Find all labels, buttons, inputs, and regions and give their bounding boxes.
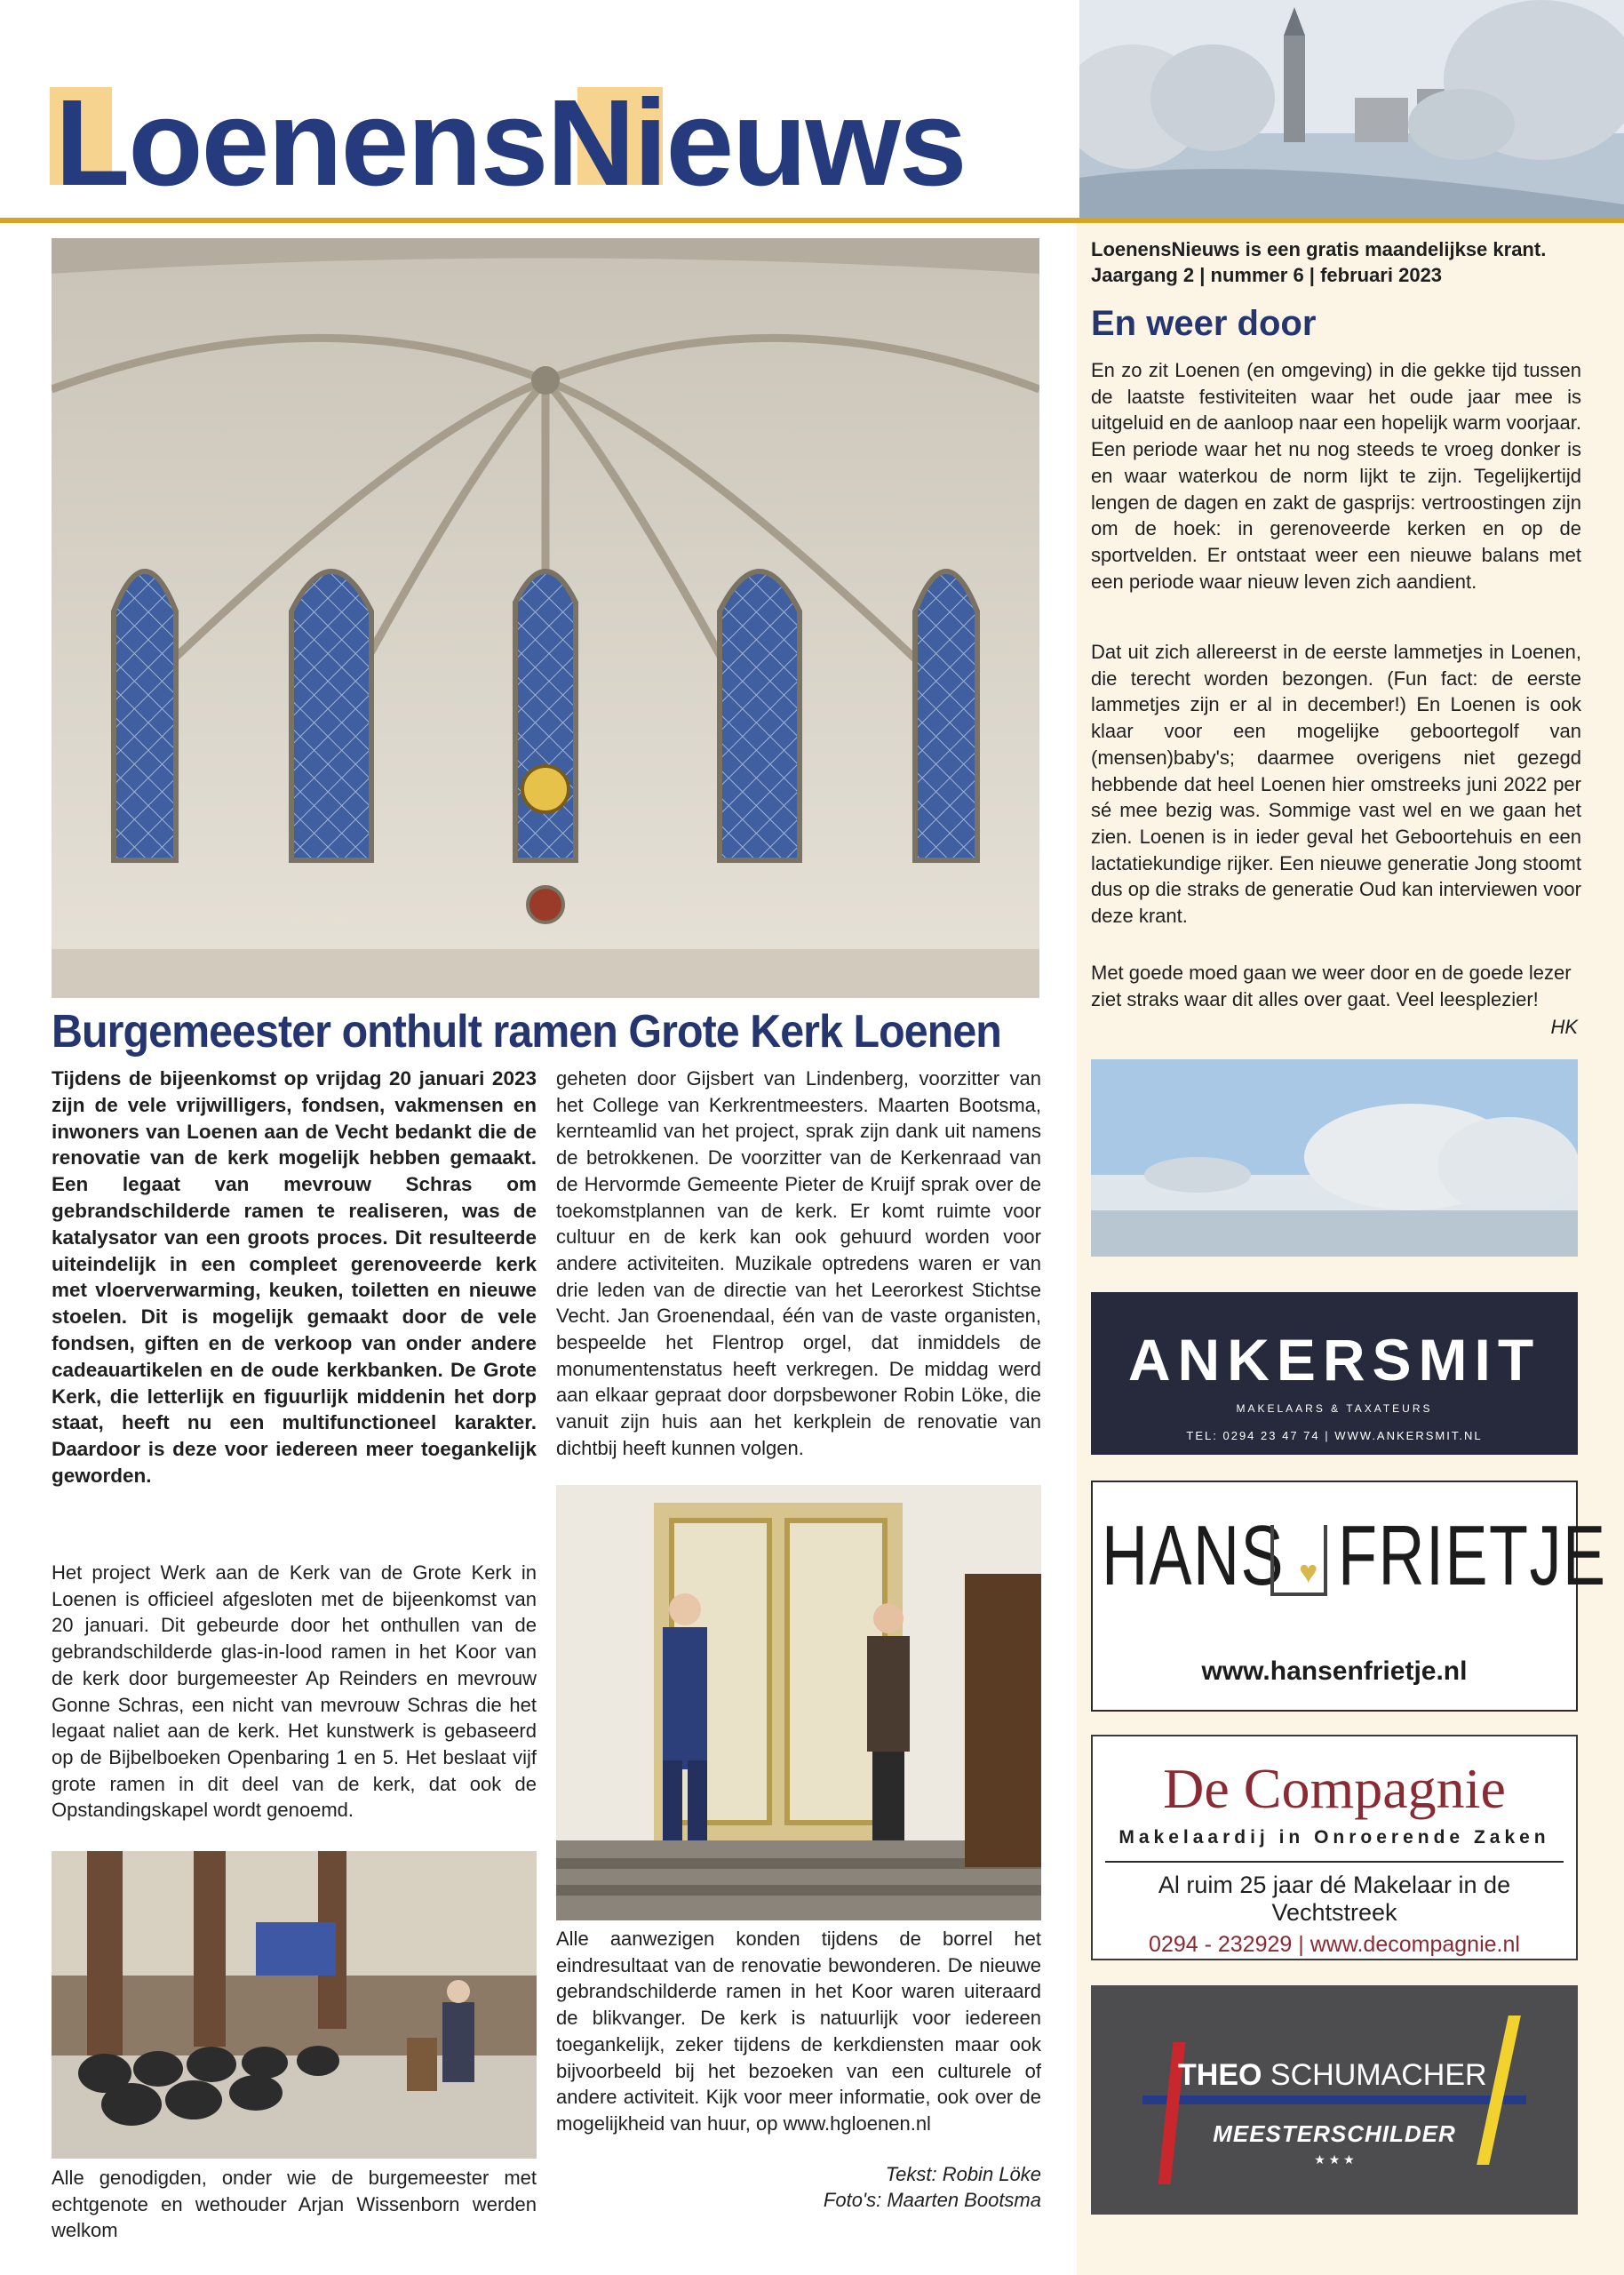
frosty-landscape-illustration bbox=[1091, 1059, 1578, 1257]
compagnie-name: De Compagnie bbox=[1163, 1757, 1506, 1820]
theo-name: THEO SCHUMACHER bbox=[1178, 2058, 1487, 2092]
window-inscription-2: EEST GOD DE HEER bbox=[500, 933, 588, 943]
issue-line-2: Jaargang 2 | nummer 6 | februari 2023 bbox=[1091, 264, 1443, 286]
ad-theo-schumacher[interactable] bbox=[1091, 1985, 1578, 2215]
editorial-paragraph-3: Met goede moed gaan we weer door en de goede lezer ziet straks waar dit alles over gaat. Veel leesplezier! bbox=[1091, 962, 1572, 1010]
article-body-2: geheten door Gijsbert van Lindenberg, voorzitter van het College van Kerkrentmeesters. Maarten Bootsma, kernteamlid van het project, sprak zijn dank uit namens de betrokkenen. De voorzitter van de Kerkenraad van de Hervormde Gemeente Pieter de Kruijf sprak over de toekomstplannen van de kerk. Er komt ruimte voor cultuur en de kerk kan ook gehuurd worden voor andere activiteiten. Muzikale optredens waren er van drie leden van de directie van het Leerorkest Stichtse Vecht. Jan Groenendaal, één van de vaste organisten, bespeelde het Flentrop orgel, dat inmiddels de monumentenstatus heeft verkregen. De middag werd aan elkaar gepraat door dorpsbewoner Robin Löke, die vanuit zijn huis aan het kerkplein de renovatie van dichtbij heeft kunnen volgen. bbox=[556, 1067, 1041, 1459]
credit-photo: Foto's: Maarten Bootsma bbox=[823, 2189, 1041, 2211]
editorial-signature: HK bbox=[1550, 1016, 1578, 1038]
newspaper-title: LoenensNieuws bbox=[55, 75, 966, 212]
church-windows-photo bbox=[52, 238, 1039, 998]
issue-line-1: LoenensNieuws is een gratis maandelijkse krant. bbox=[1091, 238, 1547, 260]
church-choir-illustration bbox=[52, 238, 1039, 998]
compagnie-tagline: Al ruim 25 jaar dé Makelaar in de Vechtstreek bbox=[1158, 1872, 1511, 1926]
article-lead: Tijdens de bijeenkomst op vrijdag 20 januari 2023 zijn de vele vrijwilligers, fondsen, vakmensen en inwoners van Loenen aan de Vecht bedankt die de renovatie van de kerk mogelijk hebben gemaakt. Een legaat van mevrouw Schras om gebrandschilderde ramen te realiseren, was de katalysator van een groots proces. Dit resulteerde uiteindelijk in een compleet gerenoveerde kerk met vloerverwarming, keuken, toiletten en nieuwe stoelen. Dit is mogelijk gemaakt door de vele fondsen, giften en de verkoop van onder andere cadeauartikelen en de oude kerkbanken. De Grote Kerk, die letterlijk en figuurlijk middenin het dorp staat, heeft nu een multifunctioneel karakter. Daardoor is deze voor iedereen meer toegankelijk geworden. bbox=[52, 1067, 537, 1487]
window-inscription-1: EN DE OVERS bbox=[291, 917, 353, 927]
theo-sub: MEESTERSCHILDER bbox=[1213, 2120, 1456, 2147]
ad-de-compagnie[interactable] bbox=[1091, 1735, 1578, 1960]
caption-unveiling: Alle aanwezigen konden tijdens de borrel het eindresultaat van de renovatie bewonderen. De nieuwe gebrandschilderde ramen in het Koor waren uiteraard de blikvanger. De kerk is natuurlijk voor iedereen toegankelijk, zeker tijdens de kerkdiensten maar ook bijvoorbeeld bij het bezoeken van een culturele of andere activiteit. Kijk voor meer informatie, ook over de mogelijkheid van huur, op www.hgloenen.nl bbox=[556, 1928, 1041, 2135]
theo-blue-bar bbox=[1142, 2095, 1526, 2104]
theo-stars: ★ ★ ★ bbox=[1314, 2152, 1355, 2167]
heart-icon: ♥ bbox=[1299, 1553, 1318, 1590]
winter-village-illustration bbox=[1079, 0, 1624, 218]
audience-photo bbox=[52, 1851, 537, 2159]
hans-right: FRIETJE bbox=[1338, 1508, 1607, 1603]
editorial-title: En weer door bbox=[1091, 304, 1317, 343]
editorial-paragraph-2: Dat uit zich allereerst in de eerste lammetjes in Loenen, die terecht worden bezongen. (Fun fact: de eerste lammetjes zijn er al in december!) En Loenen is ook klaar voor een mogelijke geboortegolf van (mensen)baby's; daarmee overigens niet gezegd hebbende dat heel Loenen hier omstreeks juni 2022 per sé mee bezig was. Sommige vast wel en we gaan het zien. Loenen is in ieder geval het Geboortehuis en een lactatiekundige rijker. Een nieuwe generatie Jong stoomt dus op die straks de generatie Oud kan interviewen voor deze krant. bbox=[1091, 641, 1581, 928]
ad-ankersmit[interactable] bbox=[1091, 1292, 1578, 1455]
caption-audience: Alle genodigden, onder wie de burgemeester met echtgenote en wethouder Arjan Wissenborn werden welkom bbox=[52, 2167, 537, 2242]
ankersmit-name: ANKERSMIT bbox=[1127, 1327, 1541, 1393]
issue-info bbox=[1091, 236, 1606, 288]
church-audience-illustration bbox=[52, 1851, 537, 2159]
masthead bbox=[0, 0, 1075, 220]
editorial-paragraph-1: En zo zit Loenen (en omgeving) in die gekke tijd tussen de laatste festiviteiten waar het oude jaar mee is uitgeluid en de aanloop naar een hopelijk warm voorjaar. Een periode waar het nu nog steeds te vroeg donker is en waar waterkou de norm lijkt te zijn. Tegelijkertijd lengen de dagen en zakt de gasprijs: vertroostingen zijn om de hoek: in gerenoveerde kerken en op de sportvelden. Er ontstaat weer een nieuwe balans met een periode waar nieuw leven zich aandient. bbox=[1091, 359, 1581, 593]
ankersmit-sub: MAKELAARS & TAXATEURS bbox=[1236, 1402, 1433, 1415]
hans-left: HANS bbox=[1102, 1508, 1286, 1603]
credit-text: Tekst: Robin Löke bbox=[885, 2163, 1041, 2185]
frosty-landscape-photo bbox=[1091, 1059, 1578, 1257]
window-inscription-3: IK BE · DIE WAS bbox=[727, 933, 795, 943]
compagnie-sub: Makelaardij in Onroerende Zaken bbox=[1118, 1827, 1550, 1848]
unveiling-photo bbox=[556, 1485, 1041, 1920]
ad-hans-en-frietje[interactable] bbox=[1091, 1481, 1607, 1712]
article-body-1: Het project Werk aan de Kerk van de Grote Kerk in Loenen is officieel afgesloten met de bijeenkomst van 20 januari. Dit gebeurde door het onthullen van de gebrandschilderde glas-in-lood ramen in het Koor van de kerk door burgemeester Ap Reinders en mevrouw Gonne Schras, een nicht van mevrouw Schras die het legaat naliet aan de kerk. Het kunstwerk is gebaseerd op de Bijbelboeken Openbaring 1 en 5. Het beslaat vijf grote ramen in dit deel van de kerk, dat ook de Opstandingskapel wordt genoemd. bbox=[52, 1561, 537, 1822]
ankersmit-contact: TEL: 0294 23 47 74 | WWW.ANKERSMIT.NL bbox=[1186, 1429, 1483, 1442]
article-headline: Burgemeester onthult ramen Grote Kerk Loenen bbox=[52, 1006, 1001, 1058]
masthead-winter-photo bbox=[1079, 0, 1624, 218]
hans-url: www.hansenfrietje.nl bbox=[1201, 1656, 1468, 1686]
compagnie-contact: 0294 - 232929 | www.decompagnie.nl bbox=[1149, 1932, 1520, 1957]
window-unveiling-illustration bbox=[556, 1485, 1041, 1920]
